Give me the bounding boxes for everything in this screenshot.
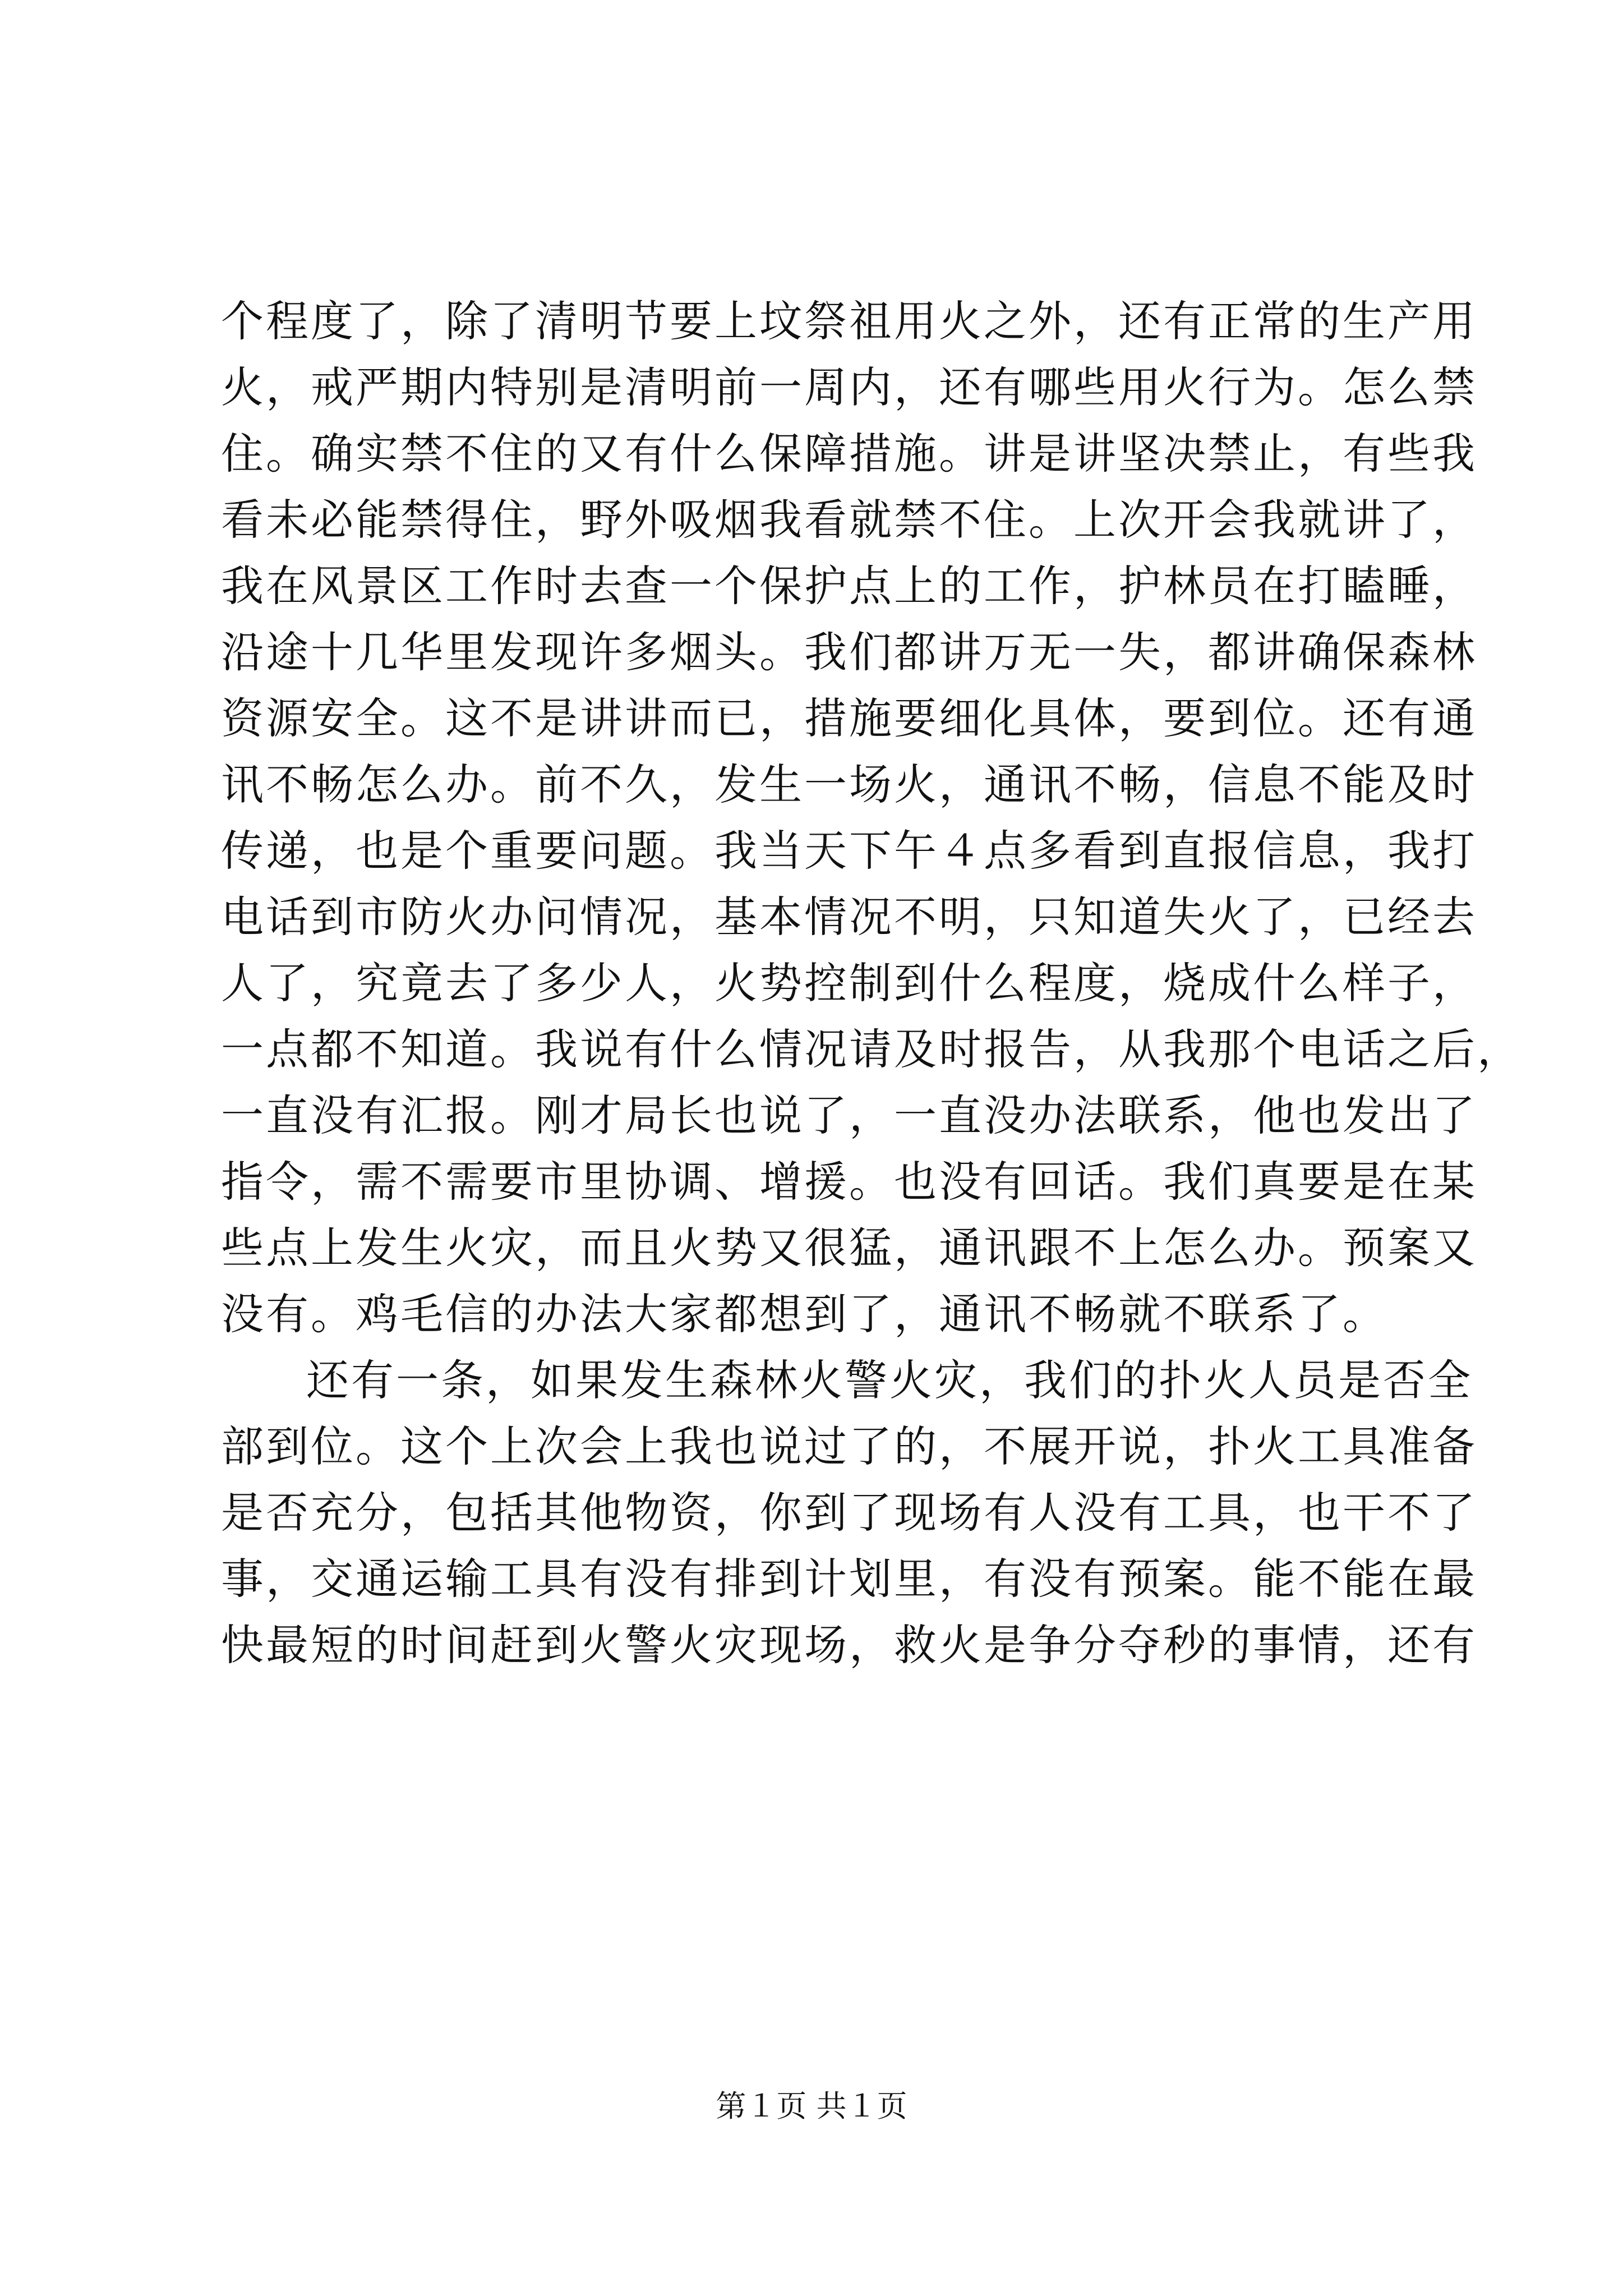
text-line-12: 一点都不知道。我说有什么情况请及时报告，从我那个电话之后， [221, 1024, 1522, 1074]
text-line-20: 事，交通运输工具有没有排到计划里，有没有预案。能不能在最 [221, 1554, 1477, 1604]
text-line-5: 我在风景区工作时去查一个保护点上的工作，护林员在打瞌睡， [221, 561, 1477, 611]
text-line-9: 传递，也是个重要问题。我当天下午４点多看到直报信息，我打 [221, 826, 1477, 876]
text-line-13: 一直没有汇报。刚才局长也说了，一直没办法联系，他也发出了 [221, 1091, 1477, 1140]
text-line-16: 没有。鸡毛信的办法大家都想到了，通讯不畅就不联系了。 [221, 1289, 1387, 1339]
text-line-19: 是否充分，包括其他物资，你到了现场有人没有工具，也干不了 [221, 1488, 1477, 1538]
page-footer: 第１页 共１页 [716, 2088, 907, 2124]
text-line-21: 快最短的时间赶到火警火灾现场，救火是争分夺秒的事情，还有 [221, 1620, 1477, 1670]
text-line-3: 住。确实禁不住的又有什么保障措施。讲是讲坚决禁止，有些我 [221, 429, 1477, 478]
text-line-15: 些点上发生火灾，而且火势又很猛，通讯跟不上怎么办。预案又 [221, 1223, 1477, 1273]
text-line-2: 火，戒严期内特别是清明前一周内，还有哪些用火行为。怎么禁 [221, 362, 1477, 412]
text-line-7: 资源安全。这不是讲讲而已，措施要细化具体，要到位。还有通 [221, 693, 1477, 743]
text-line-4: 看未必能禁得住，野外吸烟我看就禁不住。上次开会我就讲了， [221, 495, 1477, 545]
text-line-10: 电话到市防火办问情况，基本情况不明，只知道失火了，已经去 [221, 892, 1477, 942]
text-line-17: 还有一条，如果发生森林火警火灾，我们的扑火人员是否全 [306, 1355, 1473, 1405]
text-line-18: 部到位。这个上次会上我也说过了的，不展开说，扑火工具准备 [221, 1421, 1477, 1471]
text-line-11: 人了，究竟去了多少人，火势控制到什么程度，烧成什么样子， [221, 958, 1477, 1008]
text-line-6: 沿途十几华里发现许多烟头。我们都讲万无一失，都讲确保森林 [221, 627, 1477, 677]
text-line-8: 讯不畅怎么办。前不久，发生一场火，通讯不畅，信息不能及时 [221, 760, 1477, 809]
text-line-14: 指令，需不需要市里协调、增援。也没有回话。我们真要是在某 [221, 1157, 1477, 1207]
text-line-1: 个程度了，除了清明节要上坟祭祖用火之外，还有正常的生产用 [221, 296, 1477, 346]
